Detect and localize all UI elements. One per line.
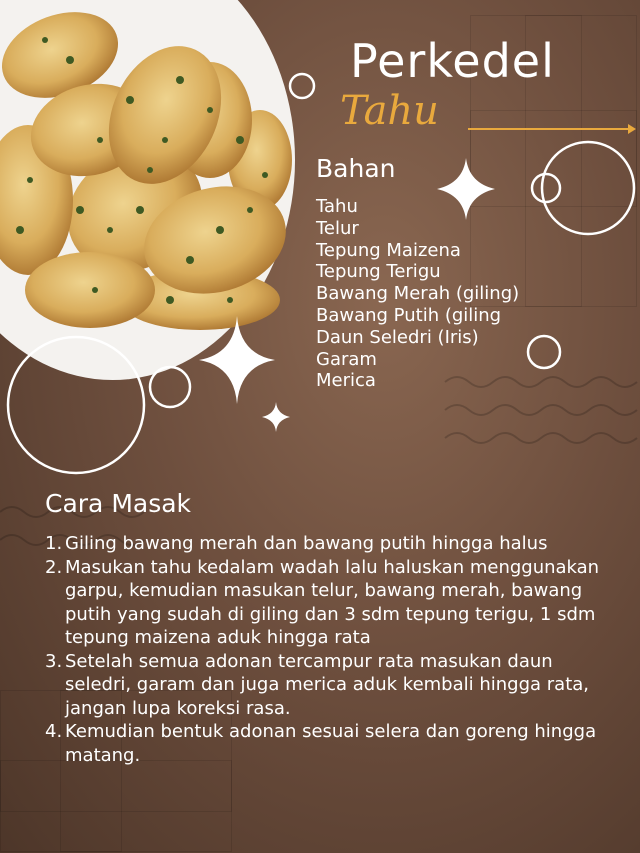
step-text: Setelah semua adonan tercampur rata masukan daun seledri, garam dan juga merica aduk kembali hingga rata, jangan lupa koreksi rasa. <box>65 650 590 719</box>
sparkle-icon <box>262 402 290 432</box>
step-text: Kemudian bentuk adonan sesuai selera dan goreng hingga matang. <box>65 721 597 766</box>
small-circle-decoration <box>528 336 560 368</box>
ingredient-item: Merica <box>316 370 376 392</box>
small-circle-decoration <box>532 174 560 202</box>
ingredient-item: Daun Seledri (Iris) <box>316 326 479 348</box>
step-item <box>45 720 620 767</box>
wave-decoration <box>0 377 637 545</box>
large-circle-decoration <box>542 142 634 234</box>
ingredient-item: Bawang Putih (giling <box>316 304 502 326</box>
ingredient-item: Bawang Merah (giling) <box>316 283 520 305</box>
recipe-subtitle: Tahu <box>340 88 439 134</box>
small-circle-decoration <box>290 74 314 98</box>
ingredient-item: Tepung Maizena <box>316 239 461 261</box>
sparkle-icon <box>199 316 275 404</box>
small-circle-decoration <box>150 367 190 407</box>
step-item <box>45 532 620 556</box>
step-number: 3. <box>45 650 63 672</box>
step-item <box>45 650 620 721</box>
large-circle-decoration <box>8 337 144 473</box>
step-number: 4. <box>45 721 63 742</box>
step-number: 2. <box>45 556 63 578</box>
step-item <box>45 556 620 650</box>
ingredient-item: Tepung Terigu <box>316 261 441 283</box>
recipe-title: Perkedel <box>350 34 555 88</box>
ingredient-item: Tahu <box>316 196 358 217</box>
ingredient-list <box>316 196 519 392</box>
ingredients-heading: Bahan <box>316 154 396 183</box>
step-text: Giling bawang merah dan bawang putih hingga halus <box>65 533 548 554</box>
ingredient-item: Garam <box>316 348 377 370</box>
step-text: Masukan tahu kedalam wadah lalu haluskan menggunakan garpu, kemudian masukan telur, bawang merah, bawang putih yang sudah di giling dan 3 sdm tepung terigu, 1 sdm tepung maizena aduk hingga rata <box>65 556 600 648</box>
step-list <box>45 532 620 767</box>
ingredient-item: Telur <box>316 217 359 239</box>
step-number: 1. <box>45 533 63 554</box>
title-underline-arrow <box>468 124 636 134</box>
steps-heading: Cara Masak <box>45 489 192 518</box>
